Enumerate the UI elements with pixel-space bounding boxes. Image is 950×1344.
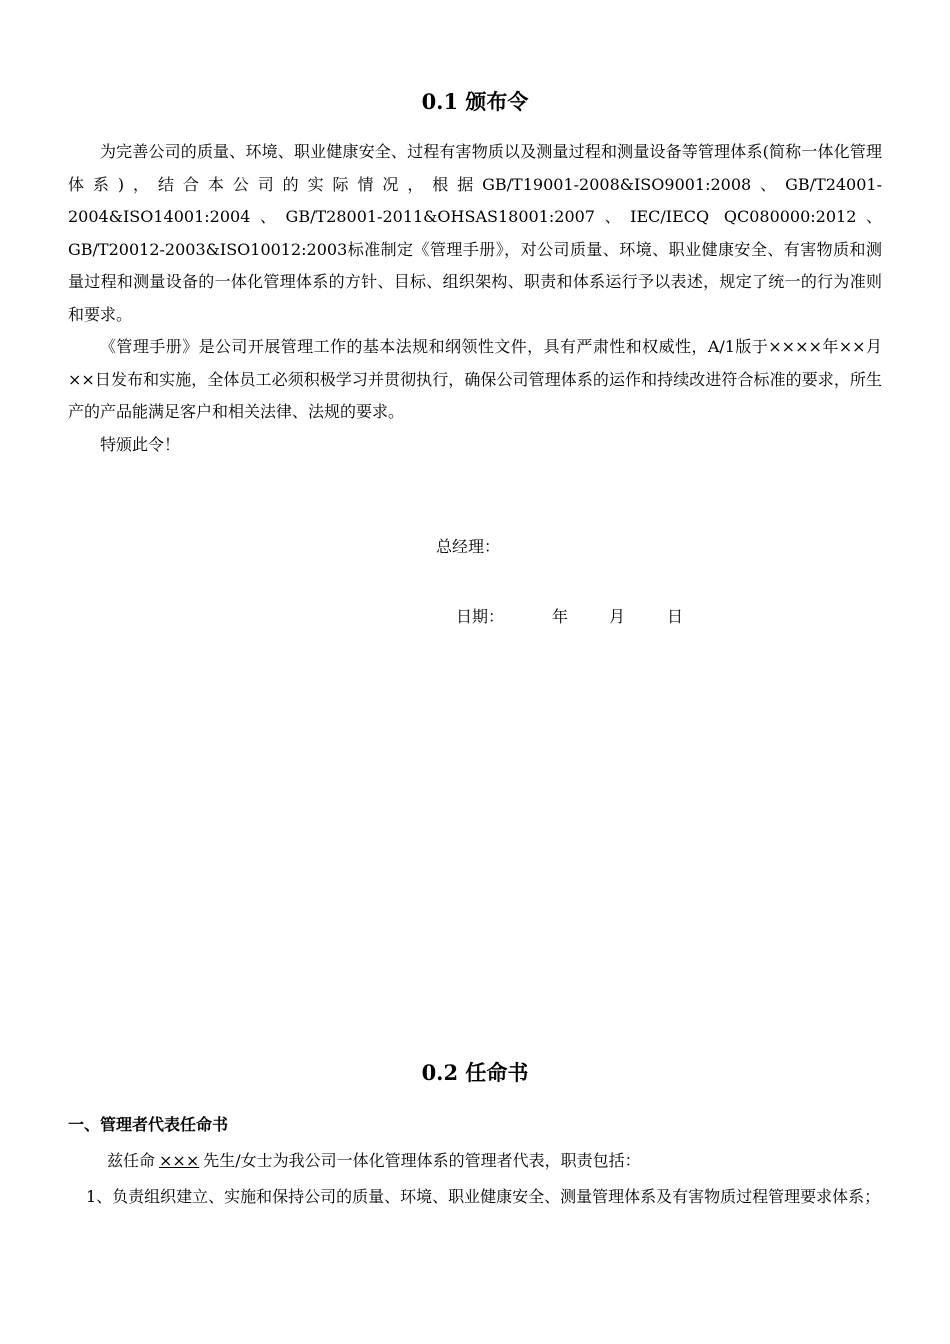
appointment-subheading: 一、管理者代表任命书 (68, 1115, 229, 1134)
promulgation-paragraph-1: 为完善公司的质量、环境、职业健康安全、过程有害物质以及测量过程和测量设备等管理体系(简称一体化管理体系)，结合本公司的实际情况，根据GB/T19001-2008&ISO9001:2008、GB/T24001-2004&ISO14001:2004、GB/T28001-2011&OHSAS18001:2007、IEC/IECQ QC080000:2012、GB/T20012-2003&ISO10012:2003标准制定《管理手册》，对公司质量、环境、职业健康安全、有害物质和测量过程和测量设备的一体化管理体系的方针、目标、组织架构、职责和体系运行予以表述，规定了统一的行为准则和要求。 (68, 142, 882, 324)
appointment-intro-prefix: 兹任命 (107, 1151, 156, 1170)
appointee-name: ××× (159, 1151, 200, 1170)
appointment-title: 0.2 任命书 (421, 1060, 529, 1085)
date-label: 日期： (456, 607, 505, 626)
month-label: 月 (609, 607, 626, 626)
duty-item: 1、负责组织建立、实施和保持公司的质量、环境、职业健康安全、测量管理体系及有害物质过程管理要求体系； (86, 1187, 881, 1206)
promulgation-title: 0.1 颁布令 (421, 89, 529, 114)
year-label: 年 (552, 607, 569, 626)
appointment-intro-suffix: 先生/女士为我公司一体化管理体系的管理者代表，职责包括： (203, 1151, 641, 1170)
appointment-intro (107, 1147, 641, 1175)
promulgation-paragraph-3: 特颁此令！ (100, 434, 181, 454)
day-label: 日 (667, 607, 684, 626)
promulgation-paragraph-2: 《管理手册》是公司开展管理工作的基本法规和纲领性文件，具有严肃性和权威性，A/1版于××××年××月××日发布和实施，全体员工必须积极学习并贯彻执行，确保公司管理体系的运作和持续改进符合标准的要求，所生产的产品能满足客户和相关法律、法规的要求。 (68, 337, 882, 421)
promulgation-body (68, 136, 882, 461)
date-line (456, 603, 683, 631)
general-manager-signature-label: 总经理： (436, 537, 501, 556)
